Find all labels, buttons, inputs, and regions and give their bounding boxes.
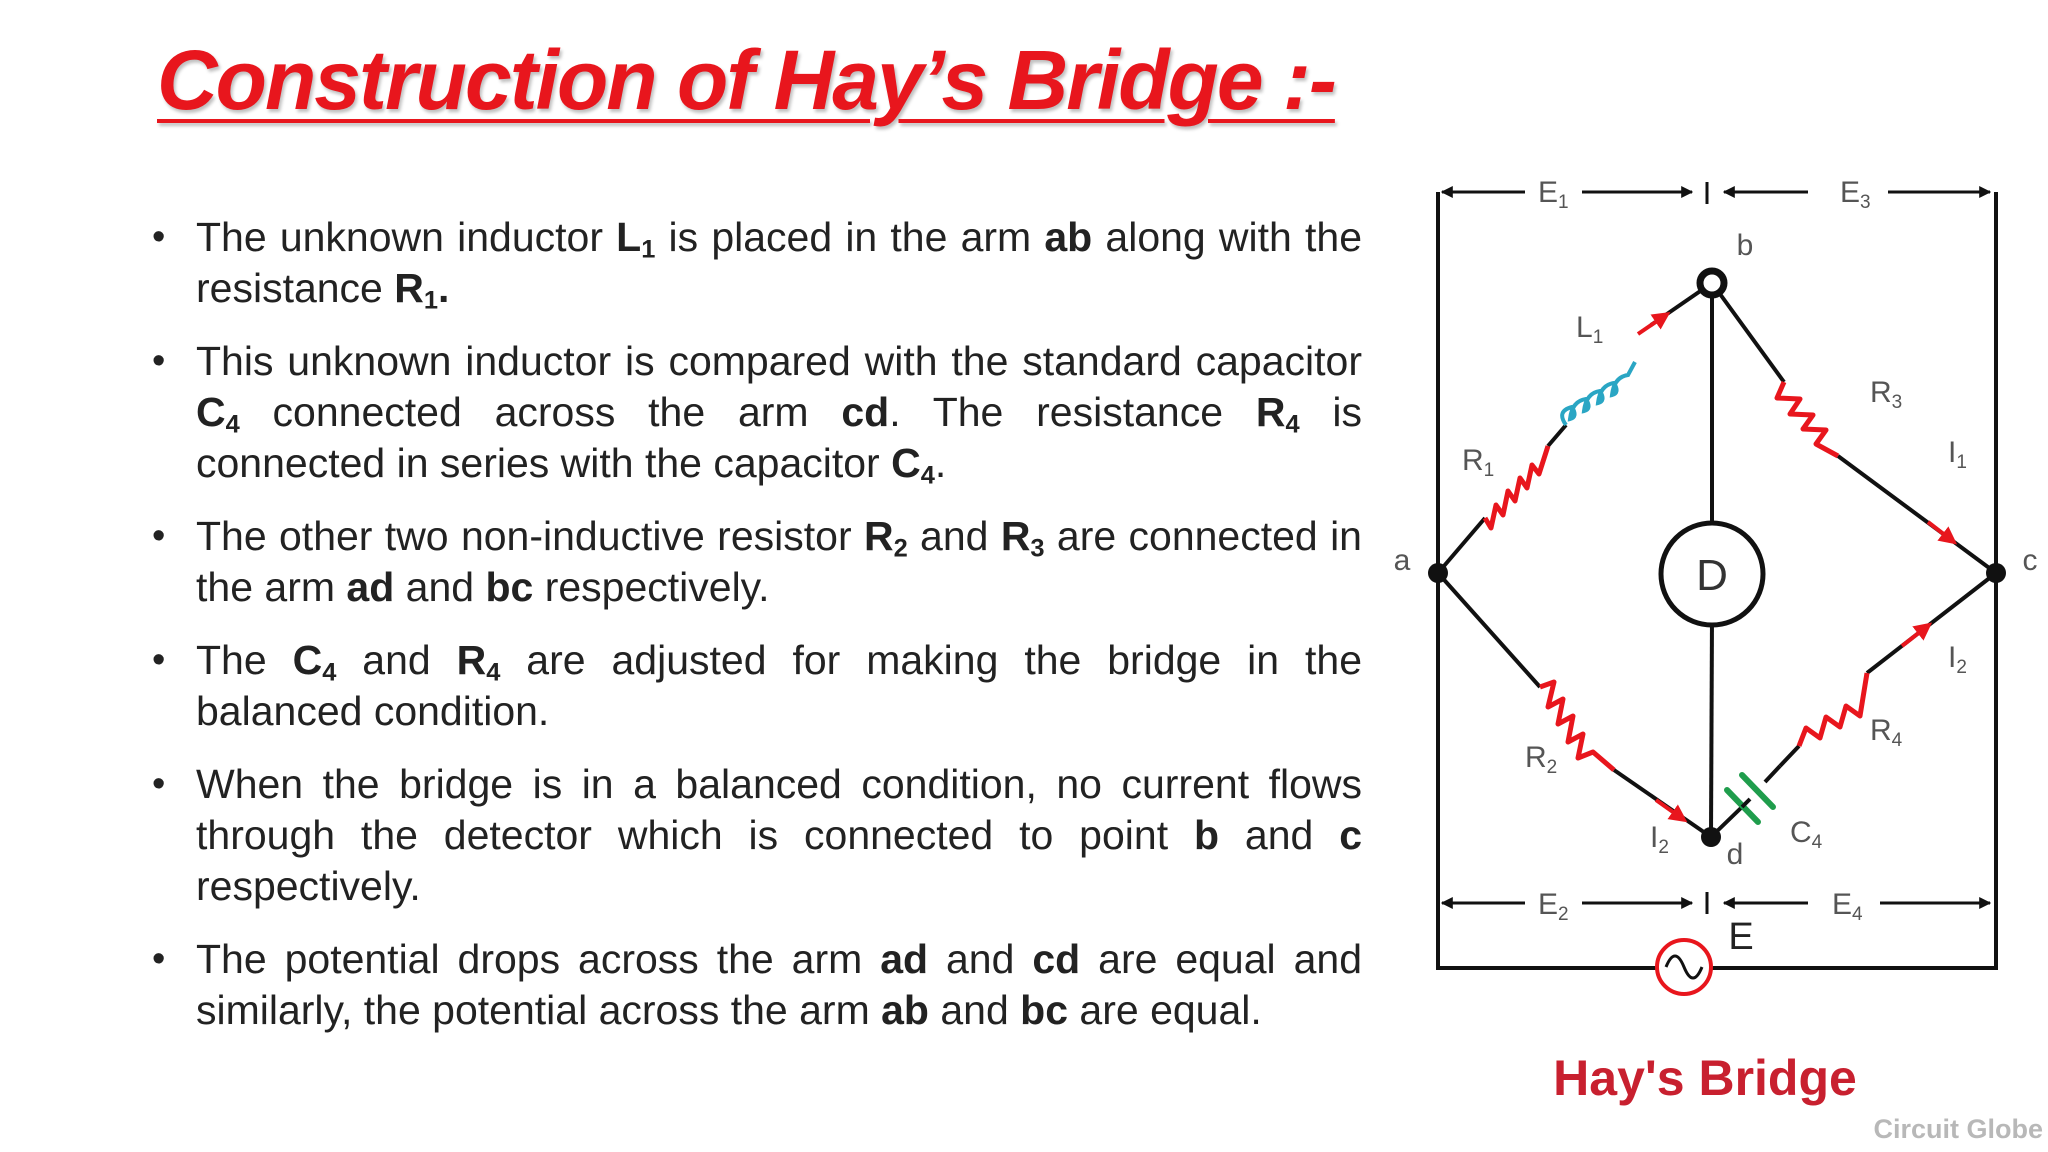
bullet-text: along with the resistance [196,214,1362,311]
bullet-dot: • [152,938,166,980]
bullet-item [150,759,1362,912]
node-c-junction [1986,563,2006,583]
resistor-r3 [1777,382,1838,456]
bullet-text: are equal. [1068,987,1262,1033]
node-a-junction [1428,563,1448,583]
bullet-subscript: 4 [1285,410,1300,439]
bullet-text: The unknown inductor [196,214,617,260]
bullet-text: The [196,637,293,683]
label-i2-right: $I_2$ [1948,641,1967,678]
page-title: Construction of Hay’s Bridge :- [157,33,1335,127]
bullet-item [150,511,1362,613]
bullet-dot: • [152,216,166,258]
bullet-text: are equal and similarly, the potential across the arm [196,936,1362,1033]
bullet-text: This unknown inductor is compared with the standard capacitor [196,338,1362,384]
bullet-dot: • [152,639,166,681]
bullet-dot: • [152,763,166,805]
label-i2-bottom: $I_2$ [1650,821,1669,858]
bullet-bold-text: bc [1020,987,1069,1033]
bullet-bold-text: L [616,214,642,260]
diagram-caption: Hay's Bridge [1553,1050,1857,1106]
label-r1: $R_1$ [1462,444,1495,481]
bullet-text: are adjusted for making the bridge in the balanced condition. [196,637,1362,734]
bullet-bold-text: ad [346,564,395,610]
bullet-subscript: 4 [920,461,935,490]
bullet-subscript: 4 [486,658,501,687]
bullet-text: are connected in the arm [196,513,1362,610]
bullet-text: respectively. [533,564,770,610]
bullet-subscript: 3 [1030,534,1045,563]
label-e4: $E_4$ [1832,888,1863,925]
bullet-subscript: 2 [893,534,908,563]
bullet-bold-text: bc [485,564,534,610]
label-r4: $R_4$ [1870,714,1903,751]
detector-label: D [1696,551,1728,600]
bullet-bold-text: C [891,440,921,486]
bullet-bold-text: C [292,637,323,683]
bullet-bold-text: R [1255,389,1286,435]
node-b-terminal [1700,271,1724,295]
node-d-junction [1701,827,1721,847]
hays-bridge-diagram [1380,162,2048,1152]
bullet-bold-text: ab [1044,214,1093,260]
bullet-subscript: 1 [423,286,439,315]
current-arrow-l1 [1638,317,1663,334]
label-e3: $E_3$ [1840,176,1871,213]
bullet-bold-text: c [1339,812,1362,858]
label-r2: $R_2$ [1525,741,1558,778]
bullet-bold-text: R [394,265,424,311]
bullet-subscript: 1 [641,235,656,264]
bullet-item [150,336,1362,489]
bullet-text: respectively. [196,863,421,909]
node-label-d: d [1726,838,1744,871]
bullet-text: and [928,936,1033,982]
bullet-text: . The resistance [889,389,1256,435]
bullet-dot: • [152,340,166,382]
bullet-text: and [907,513,1001,559]
label-i1: $I_1$ [1948,436,1967,473]
bullet-text: The potential drops across the arm [196,936,881,982]
bullet-bold-text: ab [881,987,929,1033]
bullet-text: and [336,637,457,683]
bullet-bold-text: b [1193,812,1220,858]
bullet-text: When the bridge is in a balanced condition, no current flows through the detector which is connected to point [196,761,1362,858]
node-label-a: a [1393,544,1411,577]
bullet-text: The other two non-inductive resistor [196,513,864,559]
bullet-text: . [934,440,947,486]
current-arrow-i1 [1928,522,1950,539]
label-r3: $R_3$ [1870,376,1903,413]
bullet-text: is connected in series with the capacitor [196,389,1362,486]
current-arrow-i2-right [1902,628,1925,646]
bullet-text: and [394,564,486,610]
bullet-subscript: 4 [322,658,337,687]
node-label-b: b [1736,229,1754,262]
resistor-r1 [1485,446,1548,528]
label-c4: $C_4$ [1790,816,1823,853]
label-e2: $E_2$ [1538,888,1569,925]
inductor-l1 [1562,362,1635,425]
label-e1: $E_1$ [1538,176,1569,213]
resistor-r4 [1799,673,1867,746]
watermark: Circuit Globe [1873,1114,2043,1144]
bullet-text: connected across the arm [239,389,842,435]
bullet-item [150,212,1362,314]
bullet-subscript: 4 [225,410,240,439]
bullet-bold-text: R [1000,513,1031,559]
bullet-bold-text: R [863,513,894,559]
current-arrow-i2-bottom [1656,800,1680,817]
source-label: E [1728,916,1754,958]
bullet-dot: • [152,515,166,557]
node-label-c: c [2022,544,2038,577]
bullet-bold-text: cd [841,389,890,435]
bullet-item [150,635,1362,737]
bullet-bold-text: R [456,637,487,683]
bullet-text: is placed in the arm [655,214,1045,260]
bullet-bold-text: C [196,389,226,435]
bullet-list [150,212,1362,1058]
bullet-bold-text: . [438,265,450,311]
bullet-item [150,934,1362,1036]
bullet-text: and [1219,812,1340,858]
bullet-text: and [928,987,1021,1033]
bullet-bold-text: cd [1032,936,1081,982]
label-l1: $L_1$ [1576,311,1604,348]
bullet-bold-text: ad [880,936,929,982]
